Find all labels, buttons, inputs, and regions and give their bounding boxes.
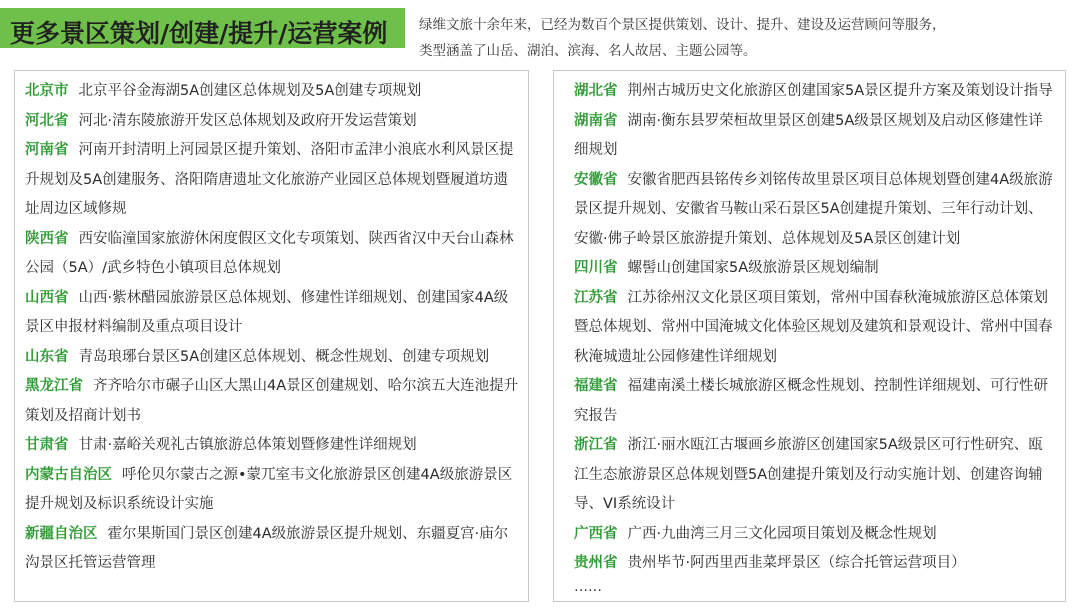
- case-item: [25, 520, 520, 579]
- province-label: 内蒙古自治区: [25, 466, 112, 483]
- case-item: [574, 107, 1057, 166]
- case-item: [25, 372, 520, 431]
- province-label: 安徽省: [574, 171, 618, 188]
- case-item: [574, 166, 1057, 255]
- province-label: 山西省: [25, 289, 69, 306]
- intro-line: 绿维文旅十余年来，已经为数百个景区提供策划、设计、提升、建设及运营顾问等服务，: [419, 17, 946, 33]
- province-label: 四川省: [574, 260, 618, 276]
- case-text: 河南开封清明上河园景区提升策划、洛阳市孟津小浪底水利风景区提升规划及5A创建服务、洛阳隋唐遗址文化旅游产业园区总体规划暨履道坊遗址周边区域修规: [25, 142, 514, 217]
- case-text: 齐齐哈尔市碾子山区大黑山4A景区创建规划、哈尔滨五大连池提升策划及招商计划书: [25, 378, 519, 424]
- province-label: 黑龙江省: [25, 378, 83, 394]
- province-label: 山东省: [25, 348, 69, 365]
- intro-paragraph: [419, 12, 1069, 64]
- case-text: 河北·清东陵旅游开发区总体规划及政府开发运营策划: [78, 112, 417, 129]
- case-item: [25, 225, 520, 284]
- case-item: [25, 343, 520, 373]
- case-item: [25, 461, 520, 520]
- case-text: 螺髻山创建国家5A级旅游景区规划编制: [627, 260, 879, 276]
- case-item: [574, 520, 1057, 550]
- right-case-panel: [553, 70, 1066, 602]
- case-text: 北京平谷金海湖5A创建区总体规划及5A创建专项规划: [78, 83, 422, 99]
- province-label: 新疆自治区: [25, 525, 98, 542]
- case-text: 广西·九曲湾三月三文化园项目策划及概念性规划: [627, 525, 937, 542]
- province-label: 甘肃省: [25, 437, 69, 453]
- case-text: 荆州古城历史文化旅游区创建国家5A景区提升方案及策划设计指导: [627, 83, 1053, 99]
- province-label: 浙江省: [574, 437, 618, 453]
- case-text: 西安临潼国家旅游休闲度假区文化专项策划、陕西省汉中天台山森林公园（5A）/武乡特色小镇项目总体规划: [25, 230, 514, 276]
- case-text: 呼伦贝尔蒙古之源•蒙兀室韦文化旅游景区创建4A级旅游景区提升规划及标识系统设计实施: [25, 466, 513, 512]
- left-case-panel: [14, 70, 529, 602]
- case-text: 浙江·丽水瓯江古堰画乡旅游区创建国家5A级景区可行性研究、瓯江生态旅游景区总体规划暨5A创建提升策划及行动实施计划、创建咨询辅导、VI系统设计: [574, 437, 1043, 512]
- province-label: 北京市: [25, 83, 69, 99]
- case-text: 湖南·衡东县罗荣桓故里景区创建5A级景区规划及启动区修建性详细规划: [574, 112, 1043, 158]
- case-text: 福建南溪土楼长城旅游区概念性规划、控制性详细规划、可行性研究报告: [574, 378, 1048, 424]
- case-item: [574, 284, 1057, 373]
- case-item: [574, 549, 1057, 579]
- page-title: 更多景区策划/创建/提升/运营案例: [10, 19, 388, 48]
- case-text: 安徽省肥西县铭传乡刘铭传故里景区项目总体规划暨创建4A级旅游景区提升规划、安徽省马鞍山采石景区5A创建提升策划、三年行动计划、安徽·佛子岭景区旅游提升策划、总体规划及5A景区创建计划: [574, 171, 1053, 247]
- more-ellipsis: ……: [574, 578, 602, 595]
- case-item: [25, 431, 520, 461]
- title-banner: [0, 8, 405, 48]
- case-text: 霍尔果斯国门景区创建4A级旅游景区提升规划、东疆夏宫·庙尔沟景区托管运营管理: [25, 525, 509, 571]
- case-text: 山西·紫林醋园旅游景区总体规划、修建性详细规划、创建国家4A级景区申报材料编制及重点项目设计: [25, 289, 509, 335]
- province-label: 河北省: [25, 112, 69, 129]
- case-item: [574, 254, 1057, 284]
- case-text: 贵州毕节·阿西里西韭菜坪景区（综合托管运营项目）: [627, 555, 966, 571]
- case-item: [574, 372, 1057, 431]
- province-label: 湖南省: [574, 112, 618, 129]
- province-label: 福建省: [574, 378, 618, 394]
- case-item: [25, 284, 520, 343]
- case-item: [25, 107, 520, 137]
- case-text: 青岛琅琊台景区5A创建区总体规划、概念性规划、创建专项规划: [78, 348, 490, 365]
- case-item: [25, 77, 520, 107]
- case-item: [574, 431, 1057, 520]
- province-label: 河南省: [25, 142, 69, 158]
- case-item: [25, 136, 520, 225]
- province-label: 江苏省: [574, 289, 618, 306]
- intro-line: 类型涵盖了山岳、湖泊、滨海、名人故居、主题公园等。: [419, 43, 757, 59]
- province-label: 贵州省: [574, 555, 618, 571]
- case-text: 江苏徐州汉文化景区项目策划，常州中国春秋淹城旅游区总体策划暨总体规划、常州中国淹城文化体验区规划及建筑和景观设计、常州中国春秋淹城遗址公园修建性详细规划: [574, 289, 1053, 365]
- case-item: [574, 77, 1057, 107]
- province-label: 广西省: [574, 525, 618, 542]
- province-label: 陕西省: [25, 230, 69, 247]
- case-text: 甘肃·嘉峪关观礼古镇旅游总体策划暨修建性详细规划: [78, 437, 417, 453]
- province-label: 湖北省: [574, 83, 618, 99]
